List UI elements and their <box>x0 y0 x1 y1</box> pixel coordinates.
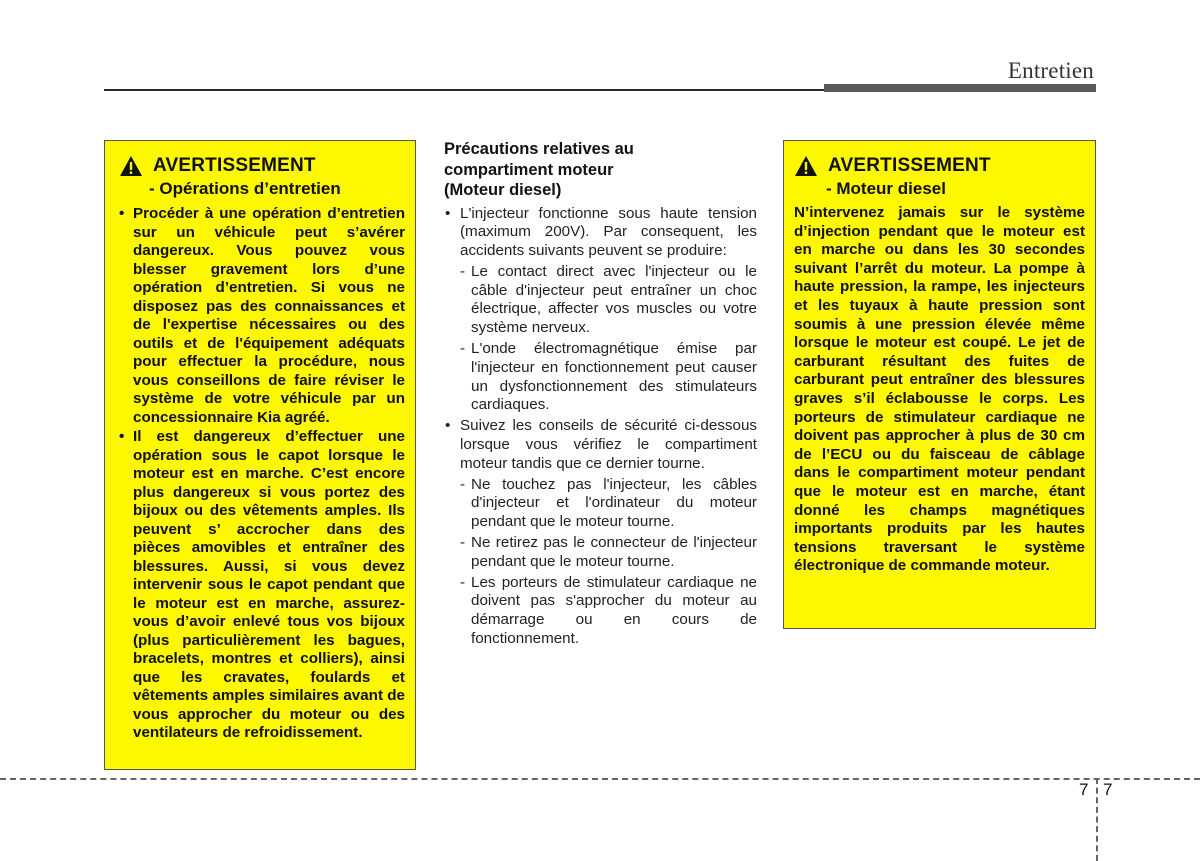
heading-line: (Moteur diesel) <box>444 181 562 199</box>
precaution-bullet: • Suivez les conseils de sécurité ci-dessous lorsque vous vérifiez le compartiment moteur tandis que ce dernier tourne. <box>444 417 757 473</box>
precaution-sub-item: - L'onde électromagnétique émise par l'injecteur en fonctionnement peut causer un dysfonctionnement des stimulateurs cardiaques. <box>444 340 757 415</box>
chapter-number: 7 <box>1079 780 1089 799</box>
header-rule-thin <box>104 89 824 91</box>
precaution-sub-item: - Ne touchez pas l'injecteur, les câbles d'injecteur et l'ordinateur du moteur pendant que le moteur tourne. <box>444 476 757 532</box>
header-rule-thick <box>824 84 1096 92</box>
precaution-bullet: • L'injecteur fonctionne sous haute tension (maximum 200V). Par consequent, les accidents suivants peuvent se produire: <box>444 205 757 261</box>
heading-line: compartiment moteur <box>444 160 614 179</box>
warning-bullet: • Procéder à une opération d’entretien sur un véhicule peut s’avérer dangereux. Vous pouvez vous blesser gravement lors d’une opération d’entretien. Si vous ne disposez pas des connaissances et de l'expertise nécessaires ou des outils et de l'équipement adéquats pour effectuer la procédure, nous vous conseillons de faire réviser le système de votre véhicule par un concessionnaire Kia agréé. <box>119 205 405 427</box>
precautions-heading <box>444 139 757 201</box>
section-title: Entretien <box>1007 58 1094 83</box>
warning-subtitle: - Opérations d’entretien <box>149 179 341 198</box>
warning-text: N’intervenez jamais sur le système d’injection pendant que le moteur est en marche ou dans les 30 secondes suivant l’arrêt du moteur. La pompe à haute pression, la rampe, les injecteurs et les tuyaux à haute pression sont soumis à une pression élevée même lorsque le moteur est coupé. Le jet de carburant résultant des fuites de carburant peut entraîner des blessures graves s’il éclabousse le corps. Les porteurs de stimulateur cardiaque ne doivent pas approcher à plus de 30 cm de l’ECU ou du faisceau de câblage dans le compartiment moteur pendant que le moteur est en marche, étant donné les champs magnétiques importants produits par les hautes tensions traversant le système électronique de commande moteur. <box>794 204 1085 575</box>
warning-triangle-icon <box>794 155 818 177</box>
warning-box-diesel <box>783 140 1096 629</box>
warning-title: AVERTISSEMENT <box>153 155 316 176</box>
warning-header <box>119 155 405 177</box>
warning-subtitle: - Moteur diesel <box>826 179 946 198</box>
footer-dashed-rule <box>0 778 1200 780</box>
warning-triangle-icon <box>119 155 143 177</box>
warning-header <box>794 155 1085 177</box>
warning-title: AVERTISSEMENT <box>828 155 991 176</box>
warning-bullet: • Il est dangereux d’effectuer une opération sous le capot lorsque le moteur est en marche. C’est encore plus dangereux si vous portez des bijoux ou des vêtements amples. Ils peuvent s’ accrocher dans des pièces amovibles et entraîner des blessures. Aussi, si vous devez intervenir sous le capot pendant que le moteur est en marche, assurez-vous d’avoir enlevé tous vos bijoux (plus particulièrement les bagues, bracelets, montres et colliers), ainsi que les cravates, foulards et vêtements amples similaires avant de vous approcher du moteur ou des ventilateurs de refroidissement. <box>119 428 405 743</box>
precaution-sub-item: - Les porteurs de stimulateur cardiaque ne doivent pas s'approcher du moteur au démarrage ou en cours de fonctionnement. <box>444 574 757 649</box>
engine-compartment-precautions <box>444 139 757 649</box>
footer-dashed-divider <box>1096 778 1098 861</box>
page-number: 7 <box>1103 780 1113 799</box>
precaution-sub-item: - Ne retirez pas le connecteur de l'injecteur pendant que le moteur tourne. <box>444 534 757 572</box>
precaution-sub-item: - Le contact direct avec l'injecteur ou le câble d'injecteur peut entraîner un choc électrique, affecter vos muscles ou votre système nerveux. <box>444 263 757 338</box>
warning-box-maintenance <box>104 140 416 770</box>
heading-line: Précautions relatives au <box>444 140 634 158</box>
